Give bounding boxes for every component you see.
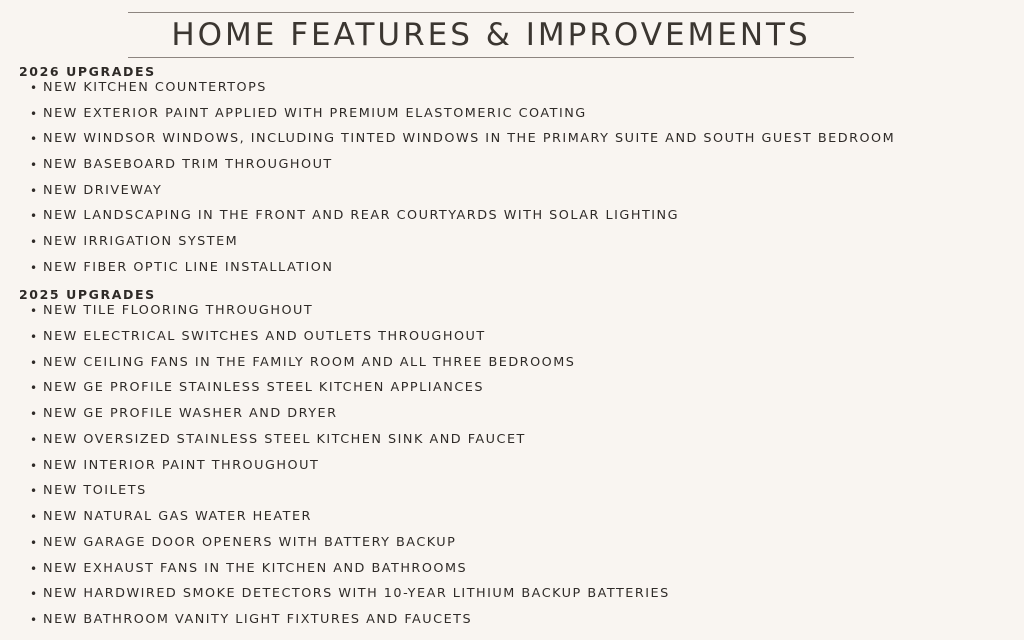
- upgrade-item-text: NEW GE PROFILE WASHER AND DRYER: [43, 406, 338, 421]
- upgrades-2025-list: [19, 303, 1012, 638]
- upgrade-item-text: NEW NATURAL GAS WATER HEATER: [43, 509, 312, 524]
- upgrade-item-text: NEW WINDSOR WINDOWS, INCLUDING TINTED WINDOWS IN THE PRIMARY SUITE AND SOUTH GUEST BEDROOM: [43, 131, 896, 147]
- upgrade-item-text: NEW HARDWIRED SMOKE DETECTORS WITH 10-YEAR LITHIUM BACKUP BATTERIES: [43, 586, 670, 602]
- upgrades-2026-heading: 2026 UPGRADES: [19, 64, 156, 79]
- upgrade-list-item: [19, 458, 1012, 484]
- bullet-icon: •: [30, 535, 38, 550]
- upgrade-list-item: [19, 483, 1012, 509]
- upgrade-list-item: [19, 131, 1012, 157]
- upgrade-item-text: NEW GARAGE DOOR OPENERS WITH BATTERY BACKUP: [43, 534, 457, 550]
- upgrade-list-item: [19, 106, 1012, 132]
- bullet-icon: •: [30, 510, 38, 524]
- upgrade-list-item: [19, 234, 1012, 260]
- bullet-icon: •: [30, 209, 38, 224]
- upgrade-item-text: NEW TOILETS: [43, 483, 147, 499]
- bullet-icon: •: [30, 304, 38, 318]
- upgrades-2026-list: [19, 80, 1012, 286]
- bullet-icon: •: [30, 587, 38, 602]
- bullet-icon: •: [30, 132, 38, 147]
- bullet-icon: •: [30, 613, 38, 627]
- upgrades-2025-heading: 2025 UPGRADES: [19, 287, 156, 302]
- bullet-icon: •: [30, 561, 38, 576]
- upgrade-item-text: NEW LANDSCAPING IN THE FRONT AND REAR COURTYARDS WITH SOLAR LIGHTING: [43, 208, 680, 224]
- upgrade-list-item: [19, 208, 1012, 234]
- upgrade-list-item: [19, 380, 1012, 406]
- upgrade-item-text: NEW BATHROOM VANITY LIGHT FIXTURES AND FAUCETS: [43, 612, 473, 627]
- upgrade-list-item: [19, 406, 1012, 432]
- bullet-icon: •: [30, 484, 38, 499]
- upgrade-list-item: [19, 432, 1012, 458]
- upgrade-item-text: NEW DRIVEWAY: [43, 182, 163, 198]
- upgrade-list-item: [19, 80, 1012, 106]
- bullet-icon: •: [30, 458, 38, 473]
- upgrade-list-item: [19, 355, 1012, 381]
- upgrade-item-text: NEW OVERSIZED STAINLESS STEEL KITCHEN SINK AND FAUCET: [43, 431, 526, 447]
- bullet-icon: •: [30, 106, 38, 121]
- upgrade-list-item: [19, 303, 1012, 329]
- bullet-icon: •: [30, 355, 38, 370]
- bullet-icon: •: [30, 158, 38, 173]
- upgrade-list-item: [19, 157, 1012, 183]
- bullet-icon: •: [30, 432, 38, 447]
- upgrade-list-item: [19, 509, 1012, 535]
- upgrade-list-item: [19, 561, 1012, 587]
- upgrade-item-text: NEW INTERIOR PAINT THROUGHOUT: [43, 457, 320, 473]
- upgrade-item-text: NEW IRRIGATION SYSTEM: [43, 234, 239, 250]
- title-banner: [128, 12, 854, 58]
- upgrade-list-item: [19, 535, 1012, 561]
- page-title: HOME FEATURES & IMPROVEMENTS: [171, 16, 811, 53]
- upgrade-item-text: NEW KITCHEN COUNTERTOPS: [43, 80, 267, 95]
- upgrade-list-item: [19, 612, 1012, 638]
- upgrade-item-text: NEW EXTERIOR PAINT APPLIED WITH PREMIUM ELASTOMERIC COATING: [43, 105, 587, 121]
- upgrade-item-text: NEW GE PROFILE STAINLESS STEEL KITCHEN APPLIANCES: [43, 380, 485, 396]
- bullet-icon: •: [30, 381, 38, 396]
- upgrade-item-text: NEW BASEBOARD TRIM THROUGHOUT: [43, 157, 333, 173]
- upgrade-list-item: [19, 329, 1012, 355]
- bullet-icon: •: [30, 260, 38, 275]
- upgrade-item-text: NEW CEILING FANS IN THE FAMILY ROOM AND ALL THREE BEDROOMS: [43, 354, 576, 370]
- upgrade-item-text: NEW ELECTRICAL SWITCHES AND OUTLETS THROUGHOUT: [43, 328, 486, 344]
- upgrade-list-item: [19, 183, 1012, 209]
- bullet-icon: •: [30, 329, 38, 344]
- upgrade-list-item: [19, 586, 1012, 612]
- bullet-icon: •: [30, 407, 38, 421]
- upgrade-item-text: NEW FIBER OPTIC LINE INSTALLATION: [43, 259, 334, 275]
- upgrades-2025-section: [19, 287, 1012, 638]
- bullet-icon: •: [30, 183, 38, 198]
- upgrade-item-text: NEW EXHAUST FANS IN THE KITCHEN AND BATHROOMS: [43, 560, 468, 576]
- bullet-icon: •: [30, 235, 38, 250]
- upgrade-list-item: [19, 260, 1012, 286]
- bullet-icon: •: [30, 81, 38, 95]
- upgrades-2026-section: [19, 64, 1012, 286]
- upgrade-item-text: NEW TILE FLOORING THROUGHOUT: [43, 303, 314, 318]
